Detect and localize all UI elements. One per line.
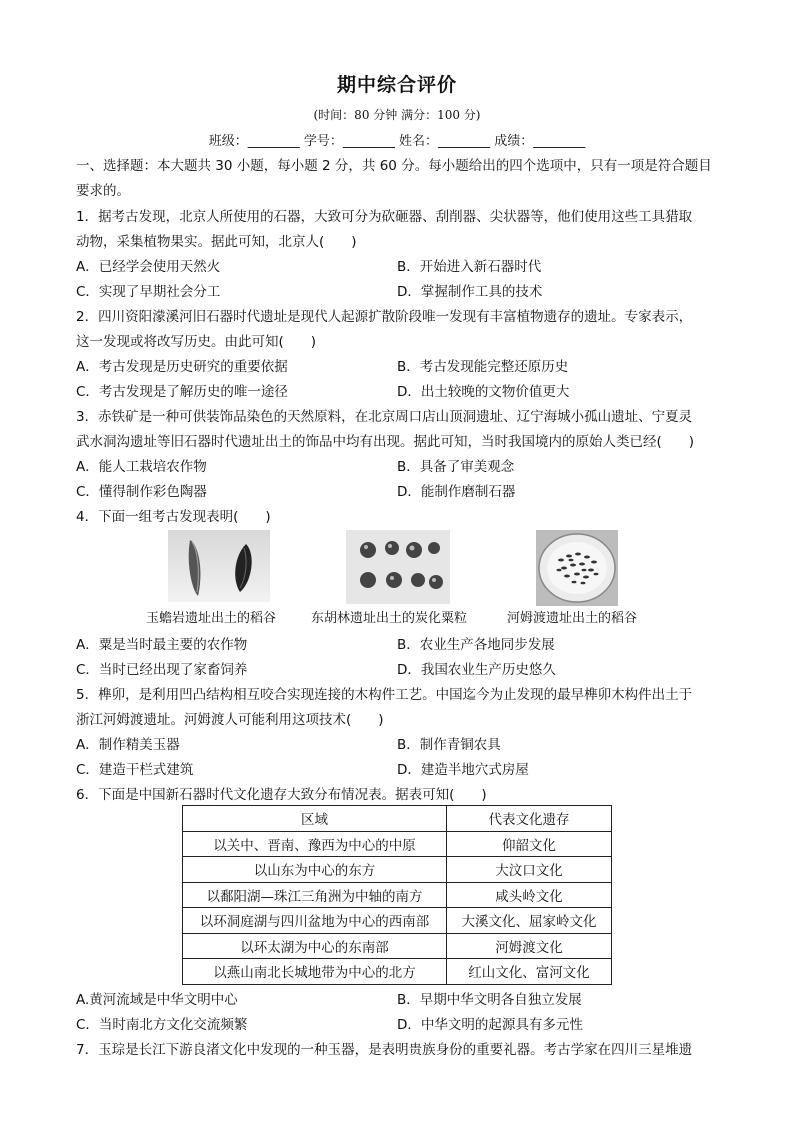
option-5c: C．建造干栏式建筑 [76,762,194,778]
question-4-line: 4．下面一组考古发现表明( ) [76,509,271,525]
option-5b: B．制作青铜农具 [397,737,501,753]
option-2b: B．考古发现能完整还原历史 [397,359,569,375]
option-2a: A．考古发现是历史研究的重要依据 [76,359,288,375]
option-6b: B．早期中华文明各自独立发展 [397,992,582,1008]
section-heading: 一、选择题：本大题共 30 小题，每小题 2 分，共 60 分。每小题给出的四个选项中，只有一项是符合题目 [76,158,712,174]
table-row [183,933,612,959]
question-1-line: 动物，采集植物果实。据此可知，北京人( ) [76,234,357,250]
question-2-line: 这一发现或将改写历史。由此可知( ) [76,334,317,350]
option-1c: C．实现了早期社会分工 [76,284,221,300]
photo-caption-1: 玉蟾岩遗址出土的稻谷 [146,611,277,626]
table-cell: 以关中、晋南、豫西为中心的中原 [183,831,447,857]
option-6d: D．中华文明的起源具有多元性 [397,1017,583,1033]
student-info-line: 班级：________ 学号：________ 姓名：________ 成绩：________ [208,134,586,149]
table-cell: 河姆渡文化 [447,933,612,959]
table-row [183,882,612,908]
option-3a: A．能人工栽培农作物 [76,459,207,475]
option-6c: C．当时南北方文化交流频繁 [76,1017,248,1033]
table-header: 区域 [183,806,447,832]
question-2-line: 2．四川资阳濛溪河旧石器时代遗址是现代人起源扩散阶段唯一发现有丰富植物遗存的遗址。专家表示， [76,309,693,325]
table-cell: 以山东为中心的东方 [183,857,447,883]
rice-grain-photo [168,530,270,602]
hemudu-rice-photo [536,530,618,606]
option-5a: A．制作精美玉器 [76,737,180,753]
question-5-line: 浙江河姆渡遗址。河姆渡人可能利用这项技术( ) [76,712,384,728]
table-cell: 咸头岭文化 [447,882,612,908]
exam-subtitle: (时间：80 分钟 满分：100 分) [313,108,481,122]
millet-grain-photo [346,530,450,604]
option-4b: B．农业生产各地同步发展 [397,637,555,653]
table-cell: 以鄱阳湖—珠江三角洲为中轴的南方 [183,882,447,908]
option-2d: D．出土较晚的文物价值更大 [397,384,570,400]
table-cell: 仰韶文化 [447,831,612,857]
question-5-line: 5．榫卯，是利用凹凸结构相互咬合实现连接的木构件工艺。中国迄今为止发现的最早榫卯木构件出土于 [76,687,693,703]
photo-caption-2: 东胡林遗址出土的炭化粟粒 [311,611,468,626]
table-cell: 大溪文化、屈家岭文化 [447,908,612,934]
table-row [183,959,612,985]
question-1-line: 1．据考古发现，北京人所使用的石器，大致可分为砍砸器、刮削器、尖状器等，他们使用这些工具猎取 [76,209,693,225]
question-7-line: 7．玉琮是长江下游良渚文化中发现的一种玉器，是表明贵族身份的重要礼器。考古学家在四川三星堆遗 [76,1042,693,1058]
question-3-line: 武水洞沟遗址等旧石器时代遗址出土的饰品中均有出现。据此可知，当时我国境内的原始人类已经( ) [76,434,695,450]
option-3b: B．具备了审美观念 [397,459,515,475]
table-row [183,857,612,883]
table-cell: 以环洞庭湖与四川盆地为中心的西南部 [183,908,447,934]
option-3c: C．懂得制作彩色陶器 [76,484,207,500]
table-header-row [183,806,612,832]
option-1d: D．掌握制作工具的技术 [397,284,543,300]
table-cell: 以环太湖为中心的东南部 [183,933,447,959]
table-header: 代表文化遗存 [447,806,612,832]
option-2c: C．考古发现是了解历史的唯一途径 [76,384,288,400]
question-6-line: 6．下面是中国新石器时代文化遗存大致分布情况表。据表可知( ) [76,787,487,803]
option-4c: C．当时已经出现了家畜饲养 [76,662,248,678]
table-cell: 大汶口文化 [447,857,612,883]
option-1b: B．开始进入新石器时代 [397,259,542,275]
table-cell: 以燕山南北长城地带为中心的北方 [183,959,447,985]
table-row [183,831,612,857]
page-title: 期中综合评价 [336,74,457,96]
option-6a: A.黄河流域是中华文明中心 [76,992,238,1008]
option-3d: D．能制作磨制石器 [397,484,516,500]
photo-caption-3: 河姆渡遗址出土的稻谷 [507,611,638,626]
table-row [183,908,612,934]
option-5d: D．建造半地穴式房屋 [397,762,529,778]
culture-distribution-table [182,805,612,985]
option-4d: D．我国农业生产历史悠久 [397,662,556,678]
table-cell: 红山文化、富河文化 [447,959,612,985]
option-4a: A．粟是当时最主要的农作物 [76,637,248,653]
question-3-line: 3．赤铁矿是一种可供装饰品染色的天然原料，在北京周口店山顶洞遗址、辽宁海城小孤山遗址、宁夏灵 [76,409,693,425]
section-heading-cont: 要求的。 [76,183,130,199]
option-1a: A．已经学会使用天然火 [76,259,221,275]
